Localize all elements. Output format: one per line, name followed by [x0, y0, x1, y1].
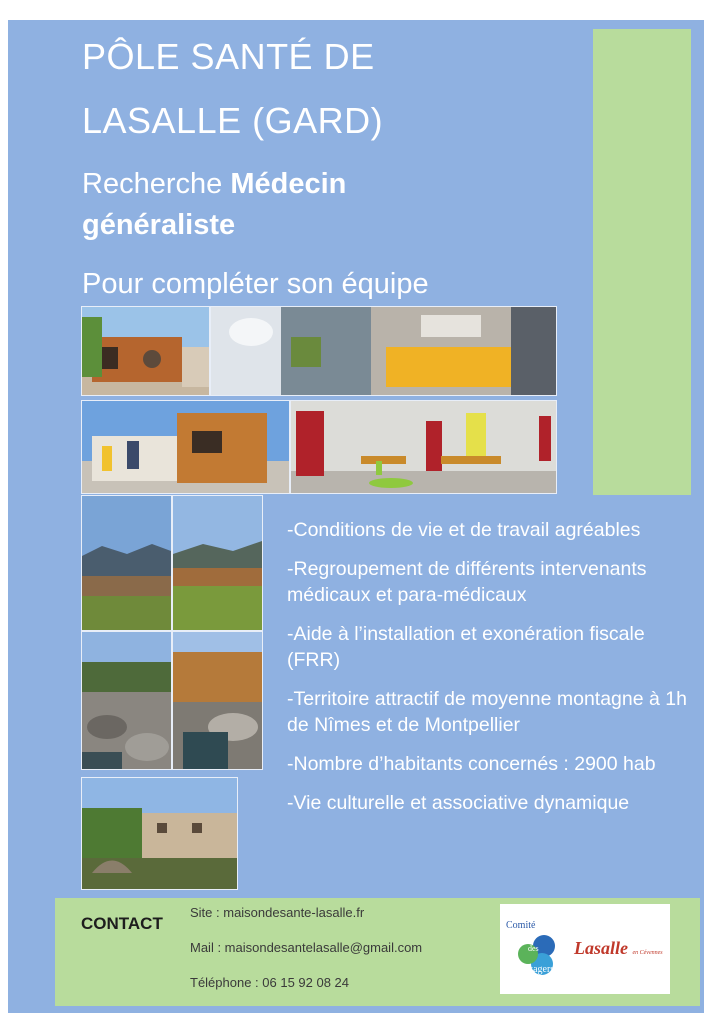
photo-waiting-room [290, 400, 557, 494]
photo-building-exterior [81, 306, 210, 396]
green-decorative-strip [593, 29, 691, 495]
subtitle-bold-word: Médecin [230, 168, 347, 200]
title-line-1: PÔLE SANTÉ DE [82, 36, 375, 77]
comite-usagers-logo [506, 918, 566, 982]
bullet-item: -Vie culturelle et associative dynamique [287, 792, 630, 814]
comite-text-line-3: Usagers [522, 964, 555, 975]
poster [8, 20, 704, 1013]
photo-valley-landscape-1 [81, 495, 172, 631]
subtitle-line-2: généraliste [82, 209, 236, 241]
contact-phone: Téléphone : 06 15 92 08 24 [190, 975, 350, 990]
lasalle-logo-subtext: en Cévennes [632, 950, 663, 956]
bullet-item: -Aide à l’installation et exonération fiscale (FRR) [287, 623, 645, 671]
contact-site[interactable]: Site : maisondesante-lasalle.fr [190, 905, 365, 920]
photo-river-rocks-1 [81, 631, 172, 770]
bullet-item: -Regroupement de différents intervenants médicaux et para-médicaux [287, 558, 647, 606]
contact-bar [55, 898, 700, 1006]
bullet-list [287, 517, 687, 829]
comite-text-line-1: Comité [506, 920, 536, 931]
bullet-item: -Conditions de vie et de travail agréables [287, 519, 641, 541]
bullet-item: -Nombre d’habitants concernés : 2900 hab [287, 753, 656, 775]
photo-village-bridge [81, 777, 238, 890]
comite-text-line-2: des [528, 944, 539, 953]
photo-river-rocks-2 [172, 631, 263, 770]
lasalle-logo-text: Lasalle [574, 938, 628, 958]
subtitle-line-3: Pour compléter son équipe [82, 268, 429, 300]
lasalle-logo [574, 938, 666, 968]
photo-building-facade [81, 400, 290, 494]
title-line-2: LASALLE (GARD) [82, 100, 384, 141]
contact-label: CONTACT [81, 914, 163, 933]
subtitle-prefix: Recherche [82, 168, 231, 200]
photo-reception-desk [210, 306, 557, 396]
contact-mail[interactable]: Mail : maisondesantelasalle@gmail.com [190, 940, 423, 955]
subtitle-line-1 [82, 164, 346, 204]
bullet-item: -Territoire attractif de moyenne montagne à 1h de Nîmes et de Montpellier [287, 688, 687, 736]
logos-box [500, 904, 670, 994]
photo-valley-landscape-2 [172, 495, 263, 631]
